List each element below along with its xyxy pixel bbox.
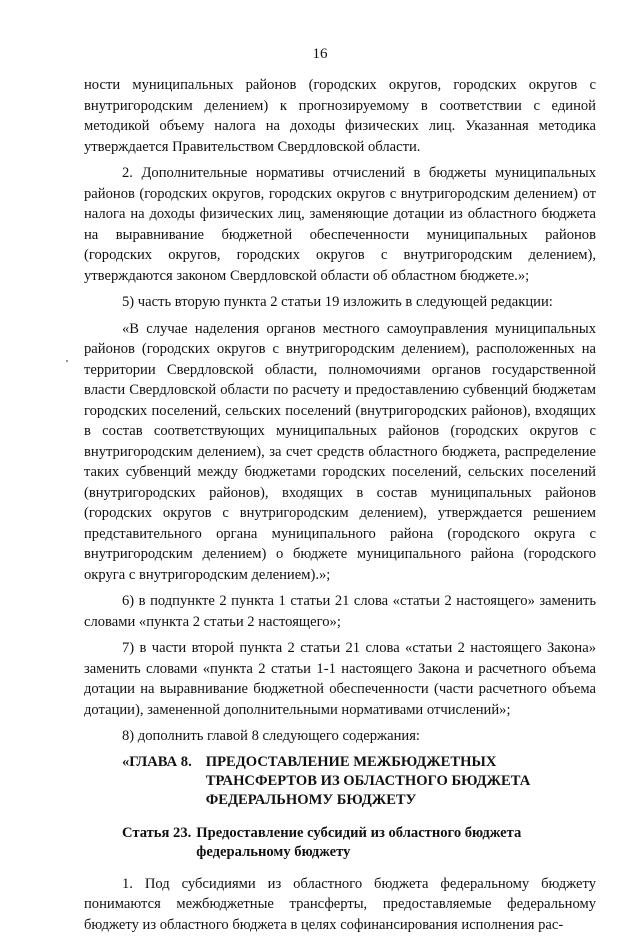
document-body bbox=[84, 75, 596, 941]
article-heading bbox=[84, 824, 596, 862]
chapter-heading bbox=[84, 753, 596, 810]
paragraph: «В случае наделения органов местного самоуправления муниципальных районов (городских округов с внутригородским делением), расположенных на территории Свердловской области, полномочиями органов государственной власти Свердловской области по расчету и предоставлению субвенций бюджетам городских поселений, сельских поселений (внутригородских районов), входящих в состав соответствующих муниципальных районов (городских округов с внутригородским делением), за счет средств областного бюджета, распределение таких субвенций между бюджетами городских поселений, сельских поселений (внутригородских районов), входящих в состав муниципальных районов (городских округов с внутригородским делением), утверждается решением представительного органа муниципального района (городского округа с внутригородским делением) о бюджете муниципального района (городского округа с внутригородским делением).»; bbox=[84, 320, 596, 583]
paragraph: ности муниципальных районов (городских округов, городских округов с внутригородским делением) к прогнозируемому в соответствии с единой методикой объему налога на доходы физических лиц. Указанная методика утверждается Правительством Свердловской области. bbox=[84, 77, 596, 155]
paragraph: 5) часть вторую пункта 2 статьи 19 изложить в следующей редакции: bbox=[122, 294, 553, 310]
page-number: 16 bbox=[312, 46, 328, 62]
paragraph: 2. Дополнительные нормативы отчислений в бюджеты муниципальных районов (городских округов, городских округов с внутригородским делением) от налога на доходы физических лиц, заменяющие дотации из областного бюджета на выравнивание бюджетной обеспеченности муниципальных районов (городских округов, городских округов с внутригородским делением), утверждаются законом Свердловской области об областном бюджете.»; bbox=[84, 165, 596, 284]
paragraph: 7) в части второй пункта 2 статьи 21 слова «статьи 2 настоящего Закона» заменить словами «пункта 2 статьи 1-1 настоящего Закона и расчетного объема дотации на выравнивание бюджетной обеспеченности (части расчетного объема дотации), замененной дополнительными нормативами отчислений»; bbox=[84, 640, 596, 718]
paragraph: 6) в подпункте 2 пункта 1 статьи 21 слова «статьи 2 настоящего» заменить словами «пункта 2 статьи 2 настоящего»; bbox=[84, 593, 596, 630]
chapter-title: ПРЕДОСТАВЛЕНИЕ МЕЖБЮДЖЕТНЫХ ТРАНСФЕРТОВ ИЗ ОБЛАСТНОГО БЮДЖЕТА ФЕДЕРАЛЬНОМУ БЮДЖЕТУ bbox=[205, 753, 531, 808]
scan-speck bbox=[66, 360, 68, 362]
article-title: Предоставление субсидий из областного бюджета федеральному бюджету bbox=[196, 824, 522, 860]
article-number: Статья 23. bbox=[122, 824, 192, 841]
paragraph: 1. Под субсидиями из областного бюджета федеральному бюджету понимаются межбюджетные трансферты, предоставляемые федеральному бюджету из областного бюджета в целях софинансирования исполнения рас- bbox=[84, 875, 596, 933]
paragraph: 8) дополнить главой 8 следующего содержания: bbox=[122, 728, 420, 744]
chapter-number: «ГЛАВА 8. bbox=[122, 753, 192, 770]
